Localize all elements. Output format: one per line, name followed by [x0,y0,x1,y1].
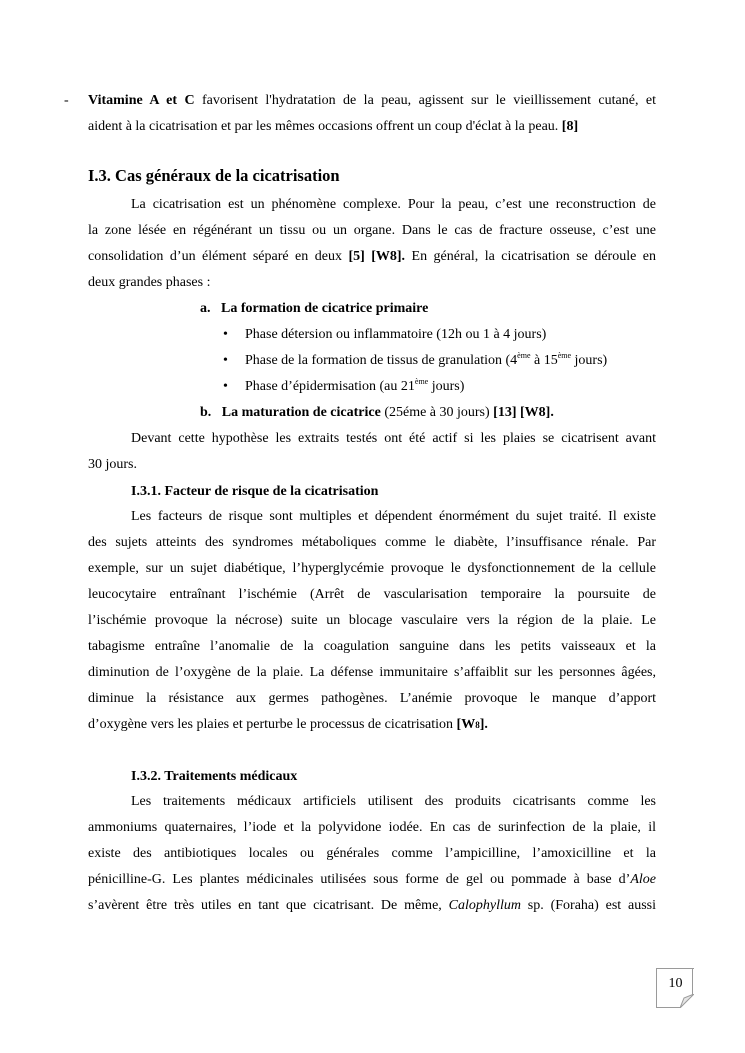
phase-item-1 [223,322,546,348]
phase-item-3-text: Phase d’épidermisation (au 21 [245,379,415,394]
page-number-border [656,1007,681,1008]
intro-line-4: deux grandes phases : [88,275,211,290]
hypothesis-line-2: 30 jours. [88,457,137,472]
intro-ref: [5] [W8]. [348,249,406,264]
phase-a-heading [200,296,428,322]
treatments-line: existe des antibiotiques locales ou générales comme l’ampicilline, l’amoxicilline et la [88,846,656,861]
risk-ref [457,717,488,732]
vitamine-bold-lead: Vitamine A et C [88,93,195,108]
subsection-title-treatments: I.3.2. Traitements médicaux [131,769,298,784]
intro-line-3 [88,244,656,270]
phase-item-3-tail: jours) [428,379,465,394]
risk-paragraph [88,504,656,738]
hypothesis-paragraph [88,426,656,452]
intro-line-3-text: consolidation d’un élément séparé en deux [88,249,349,264]
phase-b-heading [200,400,554,426]
risk-line: Les facteurs de risque sont multiples et dépendent énormément du sujet traité. Il existe [131,509,656,524]
risk-ref-a: [W [456,717,476,732]
vitamine-line-2 [88,114,656,140]
treatments-line-4-text: pénicilline-G. Les plantes médicinales utilisées sous forme de gel ou pommade à base d’ [88,872,631,887]
treatments-line-4 [88,867,656,893]
risk-line: des sujets atteints des syndromes métaboliques comme le diabète, l’insuffisance rénale. Par [88,535,656,550]
calophyllum-italic: Calophyllum [448,898,521,913]
risk-line-last [88,712,656,738]
phase-item-1-text: Phase détersion ou inflammatoire (12h ou 1 à 4 jours) [245,327,547,342]
bullet-dot: • [223,379,228,394]
treatments-line-5 [88,893,656,919]
aloe-italic: Aloe [630,872,656,887]
bullet-dot: • [223,353,228,368]
intro-line-3-tail: En général, la cicatrisation se déroule en [405,249,656,264]
bullet-dot: • [223,327,228,342]
superscript: ème [517,351,531,360]
treatments-line: Les traitements médicaux artificiels utilisent des produits cicatrisants comme les [131,794,656,809]
risk-line: l’ischémie provoque la nécrose) suite un blocage vasculaire vers la région de la plaie. Le [88,613,656,628]
risk-line-last-text: d’oxygène vers les plaies et perturbe le processus de cicatrisation [88,717,457,732]
intro-line-1: La cicatrisation est un phénomène complexe. Pour la peau, c’est une reconstruction de [131,197,656,212]
treatments-line-5-tail: sp. (Foraha) est aussi [520,898,656,913]
subsection-title-risk: I.3.1. Facteur de risque de la cicatrisation [131,484,379,499]
phase-a-title: La formation de cicatrice primaire [221,301,429,316]
phase-item-3 [223,374,464,400]
hypothesis-line-1: Devant cette hypothèse les extraits testés ont été actif si les plaies se cicatrisent avant [131,431,656,446]
superscript: ème [414,377,429,386]
vitamine-line-2-text: aident à la cicatrisation et par les mêmes occasions offrent un coup d'éclat à la peau. [88,119,562,134]
intro-line-2: la zone lésée en régénérant un tissu ou un organe. Dans le cas de fracture osseuse, c’est une [88,223,656,238]
vitamine-ref: [8] [561,119,579,134]
vitamine-line-1-text: favorisent l'hydratation de la peau, agissent sur le vieillissement cutané, et [194,93,656,108]
superscript: ème [557,351,572,360]
risk-line: exemple, sur un sujet diabétique, l’hyperglycémie provoque le dysfonctionnement de la cellule [88,561,656,576]
treatments-line: ammoniums quaternaires, l’iode et la polyvidone iodée. En cas de surinfection de la plaie, il [88,820,656,835]
section-title: I.3. Cas généraux de la cicatrisation [88,166,340,185]
intro-paragraph [88,192,656,296]
treatments-paragraph [88,789,656,919]
phase-b-label: b. [200,405,212,420]
phase-b-ref: [13] [W8]. [493,405,554,420]
risk-ref-b: ]. [479,717,488,732]
phase-item-2 [223,348,607,374]
vitamine-line-1 [88,88,656,114]
dash-marker: - [64,93,69,108]
phase-b-detail: (25éme à 30 jours) [380,405,494,420]
phase-a-label: a. [200,301,211,316]
phase-item-2-mid: à 15 [530,353,558,368]
folded-corner-icon [680,994,694,1008]
phase-item-2-tail: jours) [571,353,608,368]
treatments-line-5-text: s’avèrent être très utiles en tant que cicatrisant. De même, [88,898,449,913]
risk-line: leucocytaire entraînant l’ischémie (Arrêt de vascularisation temporaire la poursuite de [88,587,656,602]
risk-line: diminue la résistance aux germes pathogènes. L’anémie provoque le manque d’apport [88,691,656,706]
page-number: 10 [656,968,694,1008]
risk-line: diminution de l’oxygène de la plaie. La défense immunitaire s’affaiblit sur les personnes âgées, [88,665,656,680]
risk-ref-subscript: 8 [475,720,480,730]
phase-b-title: La maturation de cicatrice [221,405,381,420]
vitamine-paragraph [88,88,656,140]
phase-item-2-text: Phase de la formation de tissus de granulation (4 [245,353,518,368]
risk-line: tabagisme entraîne l’anomalie de la coagulation sanguine dans les petits vaisseaux et la [88,639,656,654]
page-number-border [692,968,693,995]
hypothesis-paragraph-end [88,452,656,478]
